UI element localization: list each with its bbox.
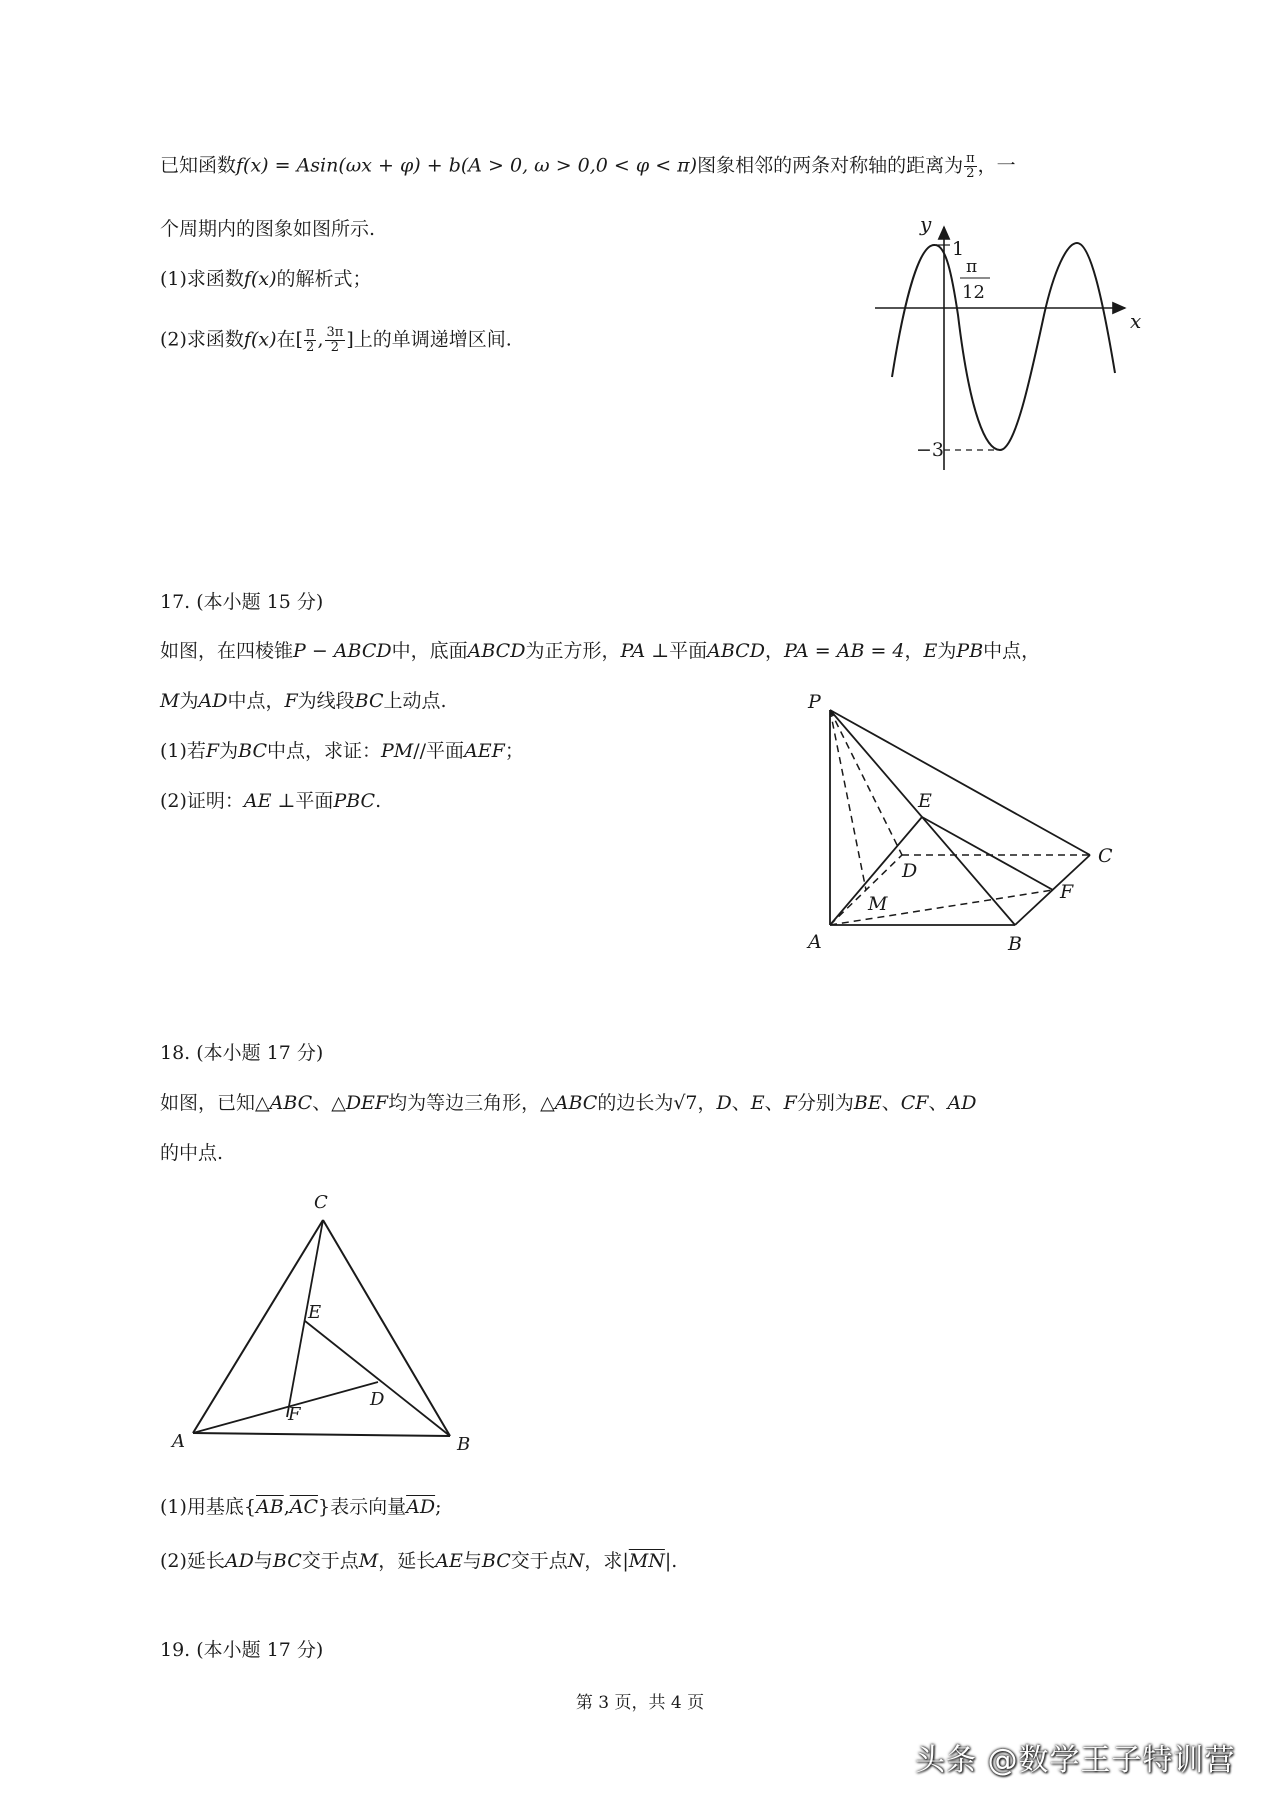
q17-text: 上动点. bbox=[383, 690, 447, 712]
q17-header: 17. (本小题 15 分) bbox=[160, 591, 324, 613]
q18-text: |. bbox=[664, 1550, 678, 1572]
frac-numerator: 3π bbox=[326, 325, 344, 340]
q17-math: AEF bbox=[464, 740, 505, 762]
q16-part2-text: (2)求函数 bbox=[160, 328, 244, 351]
label-pi: π bbox=[966, 257, 978, 277]
q17-text: 为正方形， bbox=[525, 640, 621, 662]
q18-text: 、△ bbox=[312, 1092, 346, 1114]
q18-text: 、 bbox=[881, 1092, 901, 1114]
q18-text: 的边长为√7， bbox=[597, 1092, 717, 1114]
label-C: C bbox=[1098, 845, 1113, 867]
q18-math: DEF bbox=[345, 1092, 389, 1114]
q18-part1 bbox=[160, 1494, 441, 1520]
q18-math: AE bbox=[435, 1550, 463, 1572]
vector-AB: $\overline{AB}$ bbox=[256, 1496, 284, 1518]
label-E: E bbox=[308, 1302, 322, 1323]
q17-text: ⊥平面 bbox=[645, 640, 708, 662]
segment-PM bbox=[830, 710, 866, 890]
q18-math: ABC bbox=[554, 1092, 598, 1114]
label-F: F bbox=[288, 1404, 301, 1425]
q17-text: 为线段 bbox=[297, 690, 355, 712]
q19-header: 19. (本小题 17 分) bbox=[160, 1639, 324, 1661]
label-M: M bbox=[868, 893, 888, 915]
frac-numerator: π bbox=[966, 151, 975, 166]
q16-formula: f(x) = Asin(ωx + φ) + b(A > 0, ω > 0,0 < φ < π) bbox=[236, 154, 698, 177]
q18-math: M bbox=[358, 1550, 379, 1572]
q18-math: F bbox=[783, 1092, 797, 1114]
q16-part1-text: 的解析式； bbox=[276, 268, 372, 290]
q17-text: (1)若 bbox=[160, 740, 206, 762]
q18-math: BE bbox=[853, 1092, 882, 1114]
q17-pyramid-figure bbox=[790, 690, 1150, 960]
q17-statement-line2 bbox=[160, 688, 447, 714]
segment-AD bbox=[193, 1382, 378, 1433]
q17-text: 如图，在四棱锥 bbox=[160, 640, 294, 662]
edge-CB bbox=[323, 1220, 450, 1436]
q17-math: AE bbox=[243, 790, 272, 812]
q18-text: 交于点 bbox=[301, 1550, 359, 1572]
q16-part2-formula: f(x) bbox=[243, 328, 277, 351]
sine-curve bbox=[892, 243, 1115, 450]
q18-text: ，求| bbox=[584, 1550, 629, 1572]
q18-text: , bbox=[283, 1496, 290, 1518]
q18-math: AD bbox=[224, 1550, 254, 1572]
q17-text: 为 bbox=[219, 740, 239, 762]
q18-statement-line1 bbox=[160, 1090, 976, 1116]
q16-part2-text: 在[ bbox=[276, 328, 303, 351]
q16-part2-fraction bbox=[325, 326, 346, 355]
label-A: A bbox=[808, 931, 822, 953]
edge-PC bbox=[830, 710, 1090, 855]
q18-text: 、 bbox=[764, 1092, 784, 1114]
q17-math: P − ABCD bbox=[293, 640, 392, 662]
label-F: F bbox=[1060, 881, 1074, 903]
q18-math: BC bbox=[481, 1550, 511, 1572]
q17-part2 bbox=[160, 788, 381, 814]
q17-math: F bbox=[284, 690, 298, 712]
q17-text: (2)证明： bbox=[160, 790, 244, 812]
q18-text: (2)延长 bbox=[160, 1550, 225, 1572]
vector-AD: $\overline{AD}$ bbox=[406, 1496, 436, 1518]
q17-statement-line1 bbox=[160, 638, 1040, 664]
segment-BE bbox=[305, 1321, 450, 1436]
q16-part2-text: , bbox=[317, 328, 324, 351]
q17-part1 bbox=[160, 738, 524, 764]
q16-part2-text: ]上的单调递增区间. bbox=[346, 328, 512, 351]
q17-text: //平面 bbox=[413, 740, 465, 762]
frac-denominator: 2 bbox=[306, 340, 315, 355]
label-D: D bbox=[902, 860, 918, 882]
label-min-neg3: −3 bbox=[916, 439, 945, 461]
q17-text: 为 bbox=[937, 640, 957, 662]
q17-math: M bbox=[160, 690, 180, 712]
label-C: C bbox=[314, 1192, 328, 1213]
q18-text: }表示向量 bbox=[318, 1496, 407, 1518]
q17-math: PM bbox=[381, 740, 414, 762]
q18-text: 如图，已知△ bbox=[160, 1092, 270, 1114]
q17-text: 中点， bbox=[227, 690, 285, 712]
frac-denominator: 2 bbox=[330, 340, 340, 355]
q16-part1 bbox=[160, 266, 372, 292]
q18-statement-line2: 的中点. bbox=[160, 1142, 224, 1164]
q16-text: 图象相邻的两条对称轴的距离为 bbox=[697, 154, 964, 177]
q17-text: . bbox=[375, 790, 382, 812]
q18-text: ，延长 bbox=[378, 1550, 436, 1572]
q18-text: (1)用基底{ bbox=[160, 1496, 257, 1518]
q17-text: ⊥平面 bbox=[271, 790, 334, 812]
q17-math: BC bbox=[238, 740, 267, 762]
q18-math: N bbox=[567, 1550, 585, 1572]
q17-math: ABCD bbox=[707, 640, 765, 662]
q17-math: PA = AB = 4 bbox=[783, 640, 905, 662]
q17-text: ， bbox=[764, 640, 784, 662]
q16-part2 bbox=[160, 326, 512, 355]
label-D: D bbox=[370, 1389, 385, 1410]
q17-math: PBC bbox=[333, 790, 376, 812]
label-P: P bbox=[808, 691, 821, 713]
label-B: B bbox=[457, 1434, 471, 1455]
x-axis-label: x bbox=[1130, 309, 1142, 333]
segment-EF bbox=[922, 817, 1053, 890]
q18-math: CF bbox=[900, 1092, 929, 1114]
vector-AC: $\overline{AC}$ bbox=[289, 1496, 319, 1518]
q16-text: 已知函数 bbox=[160, 154, 237, 177]
watermark: 头条 @数学王子特训营 bbox=[915, 1743, 1236, 1778]
q16-sine-graph bbox=[860, 212, 1150, 475]
q16-part1-formula: f(x) bbox=[243, 268, 277, 290]
q18-math: ABC bbox=[269, 1092, 313, 1114]
label-A: A bbox=[172, 1431, 185, 1452]
q18-text: 均为等边三角形，△ bbox=[388, 1092, 555, 1114]
label-12: 12 bbox=[962, 282, 985, 303]
q17-text: 中点，求证： bbox=[266, 740, 381, 762]
q18-math: BC bbox=[272, 1550, 302, 1572]
q17-text: 中点， bbox=[983, 640, 1041, 662]
q18-text: ; bbox=[435, 1496, 442, 1518]
edge-AD bbox=[830, 855, 902, 925]
q18-text: 、 bbox=[731, 1092, 751, 1114]
vector-MN: $\overline{MN}$ bbox=[628, 1550, 665, 1572]
q16-statement-line1 bbox=[160, 152, 1016, 181]
q16-part2-fraction bbox=[304, 326, 317, 355]
q18-header: 18. (本小题 17 分) bbox=[160, 1042, 324, 1064]
q18-part2 bbox=[160, 1548, 677, 1574]
q17-text: 中，底面 bbox=[391, 640, 468, 662]
q17-math: PA bbox=[620, 640, 646, 662]
q17-math: AD bbox=[198, 690, 228, 712]
q17-math: E bbox=[923, 640, 938, 662]
q16-fraction bbox=[964, 152, 977, 181]
frac-denominator: 2 bbox=[966, 166, 975, 181]
q18-triangle-figure bbox=[160, 1190, 490, 1460]
q16-statement-line2: 个周期内的图象如图所示. bbox=[160, 218, 376, 240]
q18-math: D bbox=[716, 1092, 732, 1114]
q18-text: 与 bbox=[462, 1550, 482, 1572]
page-footer: 第 3 页，共 4 页 bbox=[575, 1693, 705, 1713]
q18-math: AD bbox=[947, 1092, 977, 1114]
q17-text: 为 bbox=[179, 690, 199, 712]
q17-text: ； bbox=[504, 740, 524, 762]
q17-text: ， bbox=[904, 640, 924, 662]
q18-text: 、 bbox=[928, 1092, 948, 1114]
q18-text: 交于点 bbox=[510, 1550, 568, 1572]
frac-numerator: π bbox=[305, 325, 315, 340]
q18-math: E bbox=[750, 1092, 765, 1114]
q17-math: F bbox=[205, 740, 220, 762]
edge-AB bbox=[193, 1433, 450, 1436]
y-axis-label: y bbox=[920, 212, 932, 236]
label-B: B bbox=[1008, 933, 1022, 955]
q16-part1-text: (1)求函数 bbox=[160, 268, 244, 290]
q17-math: PB bbox=[956, 640, 984, 662]
q16-text: ，一 bbox=[977, 154, 1016, 177]
q18-text: 分别为 bbox=[796, 1092, 854, 1114]
label-max-1: 1 bbox=[952, 238, 965, 260]
label-E: E bbox=[918, 790, 932, 812]
q18-text: 与 bbox=[253, 1550, 273, 1572]
q17-math: BC bbox=[354, 690, 384, 712]
q17-math: ABCD bbox=[467, 640, 526, 662]
